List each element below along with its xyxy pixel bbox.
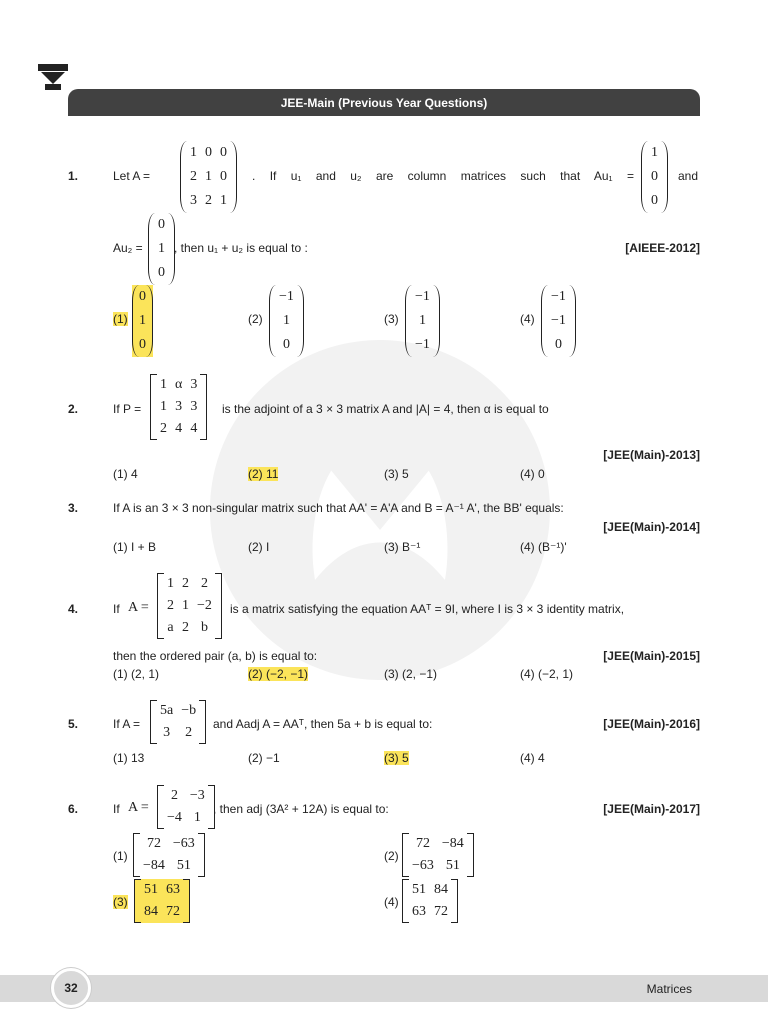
question-text: , then u₁ + u₂ is equal to : [174,241,308,255]
question-text: then the ordered pair (a, b) is equal to: [113,649,318,663]
option[interactable]: (4) 0 [520,467,545,481]
exam-tag: [AIEEE-2012] [625,241,700,255]
question-text: If [113,802,120,816]
option[interactable]: (4) (−2, 1) [520,667,574,681]
section-title: JEE-Main (Previous Year Questions) [280,95,488,110]
question-number: 1. [68,169,79,183]
question-text: , then adj (3A² + 12A) is equal to: [213,802,389,816]
option[interactable]: (3) (2, −1) [384,667,438,681]
option-matrix[interactable]: −1 1 0 [269,285,304,357]
option[interactable]: (3) 5 [384,751,409,765]
question-text: Au₂ = [113,241,143,255]
option-matrix[interactable]: −1 −1 0 [541,285,576,357]
option[interactable]: (2) 11 [248,467,279,481]
matrix-u2: 0 1 0 [148,213,175,285]
question-text: If A is an 3 × 3 non-singular matrix such that AA' = A'A and B = A⁻¹ A', the BB' equals: [113,501,564,515]
question-text: and [678,169,699,183]
question-text: . If u₁ and u₂ are column matrices such that Au₁ = [252,169,634,183]
question-number: 4. [68,602,79,616]
option-label[interactable]: (1) [113,312,128,326]
question-number: 3. [68,501,79,515]
option-matrix[interactable]: 0 1 0 [132,285,153,357]
option[interactable]: (2) (−2, −1) [248,667,309,681]
chapter-title: Matrices [646,982,692,996]
question-text: and Aadj A = AAᵀ, then 5a + b is equal to: [213,717,433,731]
matrix-A: 2 −3 −4 1 [157,785,215,829]
option[interactable]: (1) 13 [113,751,145,765]
matrix-P: 1 α 3 1 3 3 2 4 4 [150,374,207,440]
matrix-A: 5a −b 3 2 [150,700,206,744]
question-text: If P = [113,402,142,416]
brand-logo-icon [38,64,68,90]
option-label[interactable]: (2) [384,849,399,863]
matrix-A: 1 2 2 2 1 −2 a 2 b [157,573,222,639]
option-matrix[interactable]: 51 63 84 72 [134,879,190,923]
matrix-u1: 1 0 0 [641,141,668,213]
option-label[interactable]: (3) [384,312,399,326]
exam-tag: [JEE(Main)-2017] [603,802,700,816]
exam-tag: [JEE(Main)-2016] [603,717,700,731]
exam-tag: [JEE(Main)-2015] [603,649,700,663]
question-text: If A = [113,717,141,731]
exam-tag: [JEE(Main)-2014] [603,520,700,534]
matrix-name: A = [128,600,149,615]
question-text: is a matrix satisfying the equation AAᵀ = 9I, where I is 3 × 3 identity matrix, [230,602,625,616]
question-number: 2. [68,402,79,416]
matrix-name: A = [128,800,149,815]
option[interactable]: (2) −1 [248,751,280,765]
option[interactable]: (1) 4 [113,467,138,481]
option-matrix[interactable]: 51 84 63 72 [402,879,458,923]
option-label[interactable]: (4) [520,312,535,326]
question-text: If [113,602,120,616]
option[interactable]: (1) (2, 1) [113,667,160,681]
option-label[interactable]: (3) [113,895,128,909]
option[interactable]: (4) (B⁻¹)' [520,540,567,554]
option-matrix[interactable]: 72 −84 −63 51 [402,833,474,877]
section-header [68,89,700,116]
option-label[interactable]: (4) [384,895,399,909]
option-label[interactable]: (1) [113,849,128,863]
option[interactable]: (3) B⁻¹ [384,540,421,554]
question-text: is the adjoint of a 3 × 3 matrix A and |A| = 4, then α is equal to [222,402,549,416]
option[interactable]: (3) 5 [384,467,409,481]
option-matrix[interactable]: −1 1 −1 [405,285,440,357]
option-label[interactable]: (2) [248,312,263,326]
question-number: 5. [68,717,79,731]
option[interactable]: (2) I [248,540,270,554]
exam-tag: [JEE(Main)-2013] [603,448,700,462]
option[interactable]: (1) I + B [113,540,157,554]
question-text: Let A = [113,169,151,183]
matrix-A: 1 0 0 2 1 0 3 2 1 [180,141,237,213]
page-number: 32 [51,968,91,1008]
option-matrix[interactable]: 72 −63 −84 51 [133,833,205,877]
question-number: 6. [68,802,79,816]
option[interactable]: (4) 4 [520,751,545,765]
